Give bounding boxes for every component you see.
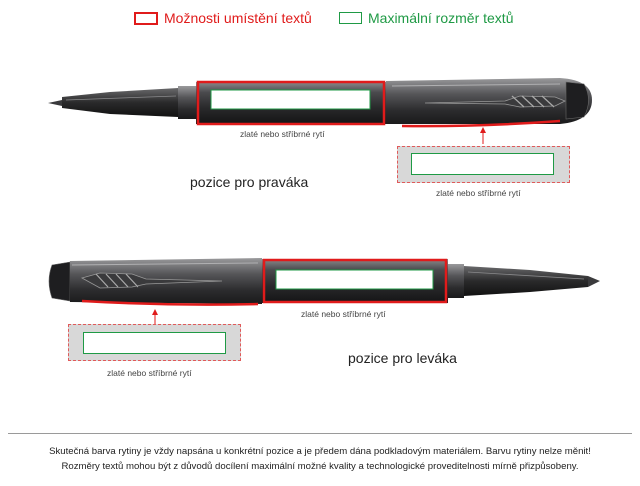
barrel-caption-left: zlaté nebo stříbrné rytí [301, 309, 386, 319]
pen-ring [178, 86, 196, 119]
footer-line-2: Rozměry textů mohou být z důvodů docílení maximální možné kvality a technologické proveditelnosti mírně přizpůsobeny. [61, 461, 579, 472]
position-label-left: pozice pro leváka [348, 350, 457, 366]
legend-placement-label: Možnosti umístění textů [164, 10, 312, 26]
clip-engraving-area-left [68, 324, 241, 361]
footer-note [0, 444, 640, 474]
pen-grip [62, 88, 178, 117]
max-size-box-clip-left [83, 332, 226, 354]
arrow-up-icon [480, 127, 486, 144]
pen-tip [48, 100, 62, 106]
barrel-caption-right: zlaté nebo stříbrné rytí [240, 129, 325, 139]
max-size-box-barrel-left [276, 270, 433, 289]
clip-caption-left: zlaté nebo stříbrné rytí [107, 368, 192, 378]
footer-divider [8, 433, 632, 434]
max-size-box-barrel-right [211, 90, 370, 109]
clip-engraving-area-right [397, 146, 570, 183]
position-label-right: pozice pro praváka [190, 174, 309, 190]
footer-line-1: Skutečná barva rytiny je vždy napsána u konkrétní pozice a je předem dána podkladovým materiálem. Barvu rytiny nelze měnit! [49, 446, 591, 457]
arrow-up-icon [152, 309, 158, 324]
max-size-box-clip-right [411, 153, 554, 175]
clip-caption-right: zlaté nebo stříbrné rytí [436, 188, 521, 198]
legend-max-size-label: Maximální rozměr textů [368, 10, 514, 26]
